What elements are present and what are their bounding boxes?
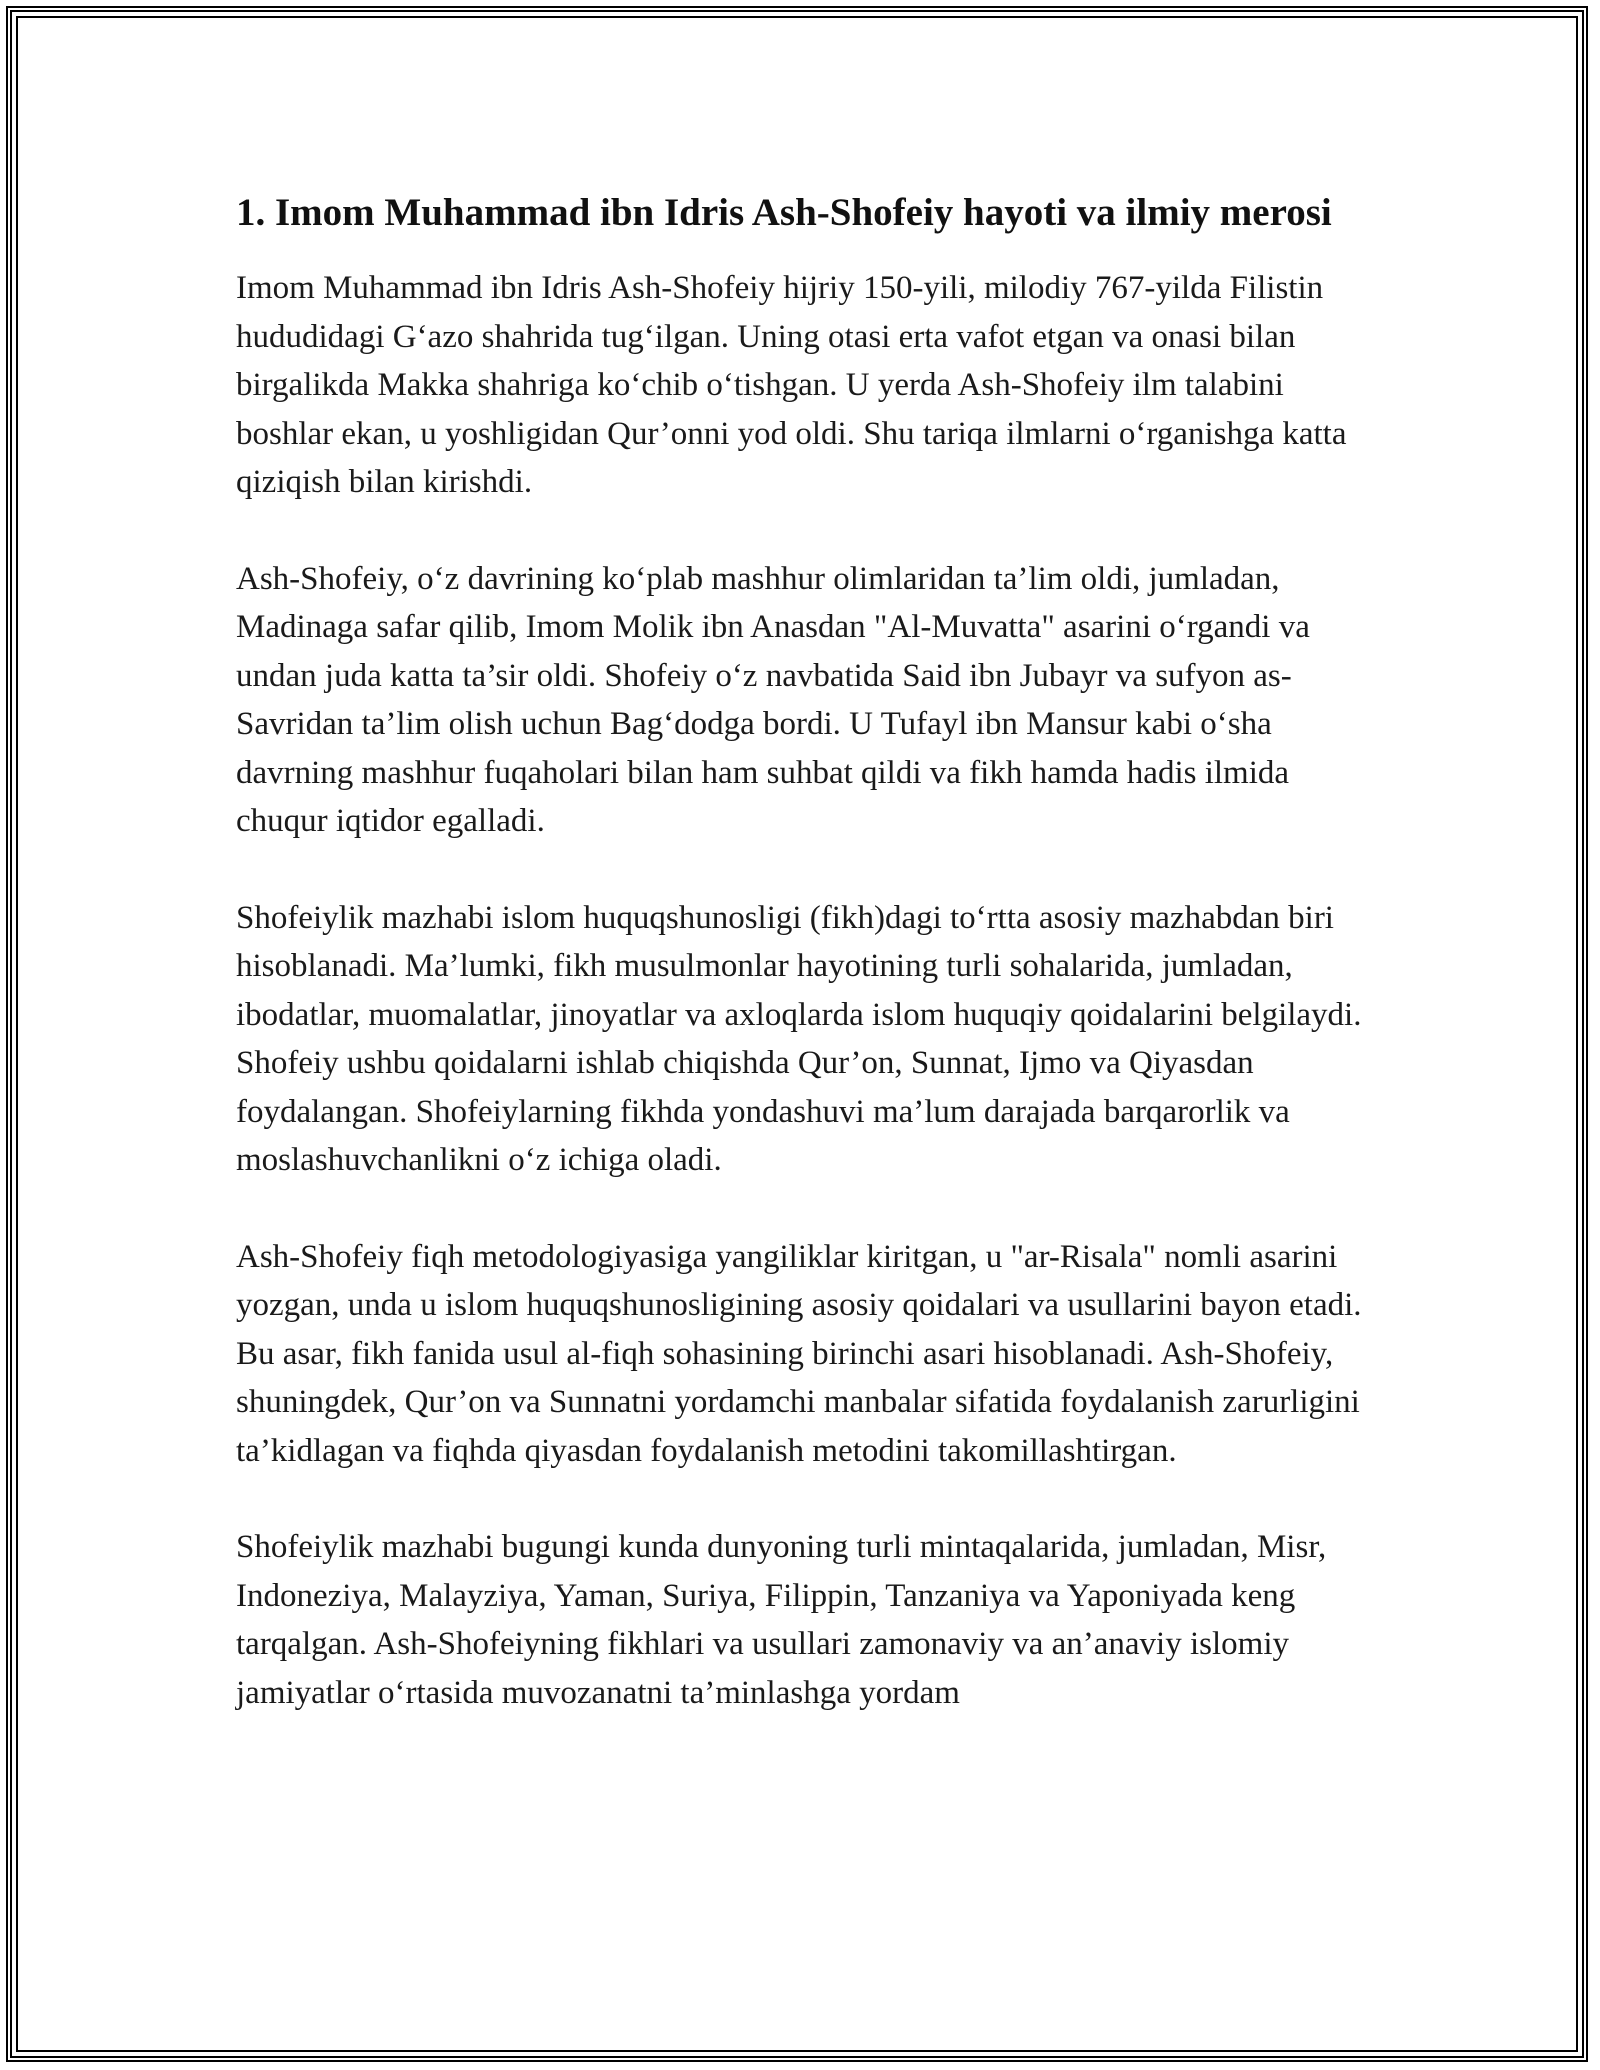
document-title: 1. Imom Muhammad ibn Idris Ash-Shofeiy hayoti va ilmiy merosi (236, 191, 1332, 234)
paragraph: Shofeiylik mazhabi islom huquqshunosligi (fikh)dagi to‘rtta asosiy mazhabdan biri hisoblanadi. Ma’lumki, fikh musulmonlar hayotining turli sohalarida, jumladan, ibodatlar, muomalatlar, jinoyatlar va axloqlarda islom huquqiy qoidalarini belgilaydi. Shofeiy ushbu qoidalarni ishlab chiqishda Qur’on, Sunnat, Ijmo va Qiyasdan foydalangan. Shofeiylarning fikhda yondashuvi ma’lum darajada barqarorlik va moslashuvchanlikni o‘z ichiga oladi. (236, 899, 1362, 1178)
document-body (236, 186, 1376, 1765)
paragraph: Ash-Shofeiy fiqh metodologiyasiga yangiliklar kiritgan, u "ar-Risala" nomli asarini yozgan, unda u islom huquqshunosligining asosiy qoidalari va usullarini bayon etadi. Bu asar, fikh fanida usul al-fiqh sohasining birinchi asari hisoblanadi. Ash-Shofeiy, shuningdek, Qur’on va Sunnatni yordamchi manbalar sifatida foydalanish zarurligini ta’kidlagan va fiqhda qiyasdan foydalanish metodini takomillashtirgan. (236, 1238, 1362, 1469)
paragraph: Imom Muhammad ibn Idris Ash-Shofeiy hijriy 150-yili, milodiy 767-yilda Filistin hududidagi G‘azo shahrida tug‘ilgan. Uning otasi erta vafot etgan va onasi bilan birgalikda Makka shahriga ko‘chib o‘tishgan. U yerda Ash-Shofeiy ilm talabini boshlar ekan, u yoshligidan Qur’onni yod oldi. Shu tariqa ilmlarni o‘rganishga katta qiziqish bilan kirishdi. (236, 270, 1347, 500)
paragraph: Shofeiylik mazhabi bugungi kunda dunyoning turli mintaqalarida, jumladan, Misr, Indoneziya, Malayziya, Yaman, Suriya, Filippin, Tanzaniya va Yaponiyada keng tarqalgan. Ash-Shofeiyning fikhlari va usullari zamonaviy va an’anaviy islomiy jamiyatlar o‘rtasida muvozanatni ta’minlashga yordam (236, 1529, 1327, 1711)
paragraph: Ash-Shofeiy, o‘z davrining ko‘plab mashhur olimlaridan ta’lim oldi, jumladan, Madinaga safar qilib, Imom Molik ibn Anasdan "Al-Muvatta" asarini o‘rgandi va undan juda katta ta’sir oldi. Shofeiy o‘z navbatida Said ibn Jubayr va sufyon as-Savridan ta’lim olish uchun Bag‘dodga bordi. U Tufayl ibn Mansur kabi o‘sha davrning mashhur fuqaholari bilan ham suhbat qildi va fikh hamda hadis ilmida chuqur iqtidor egalladi. (236, 560, 1310, 839)
